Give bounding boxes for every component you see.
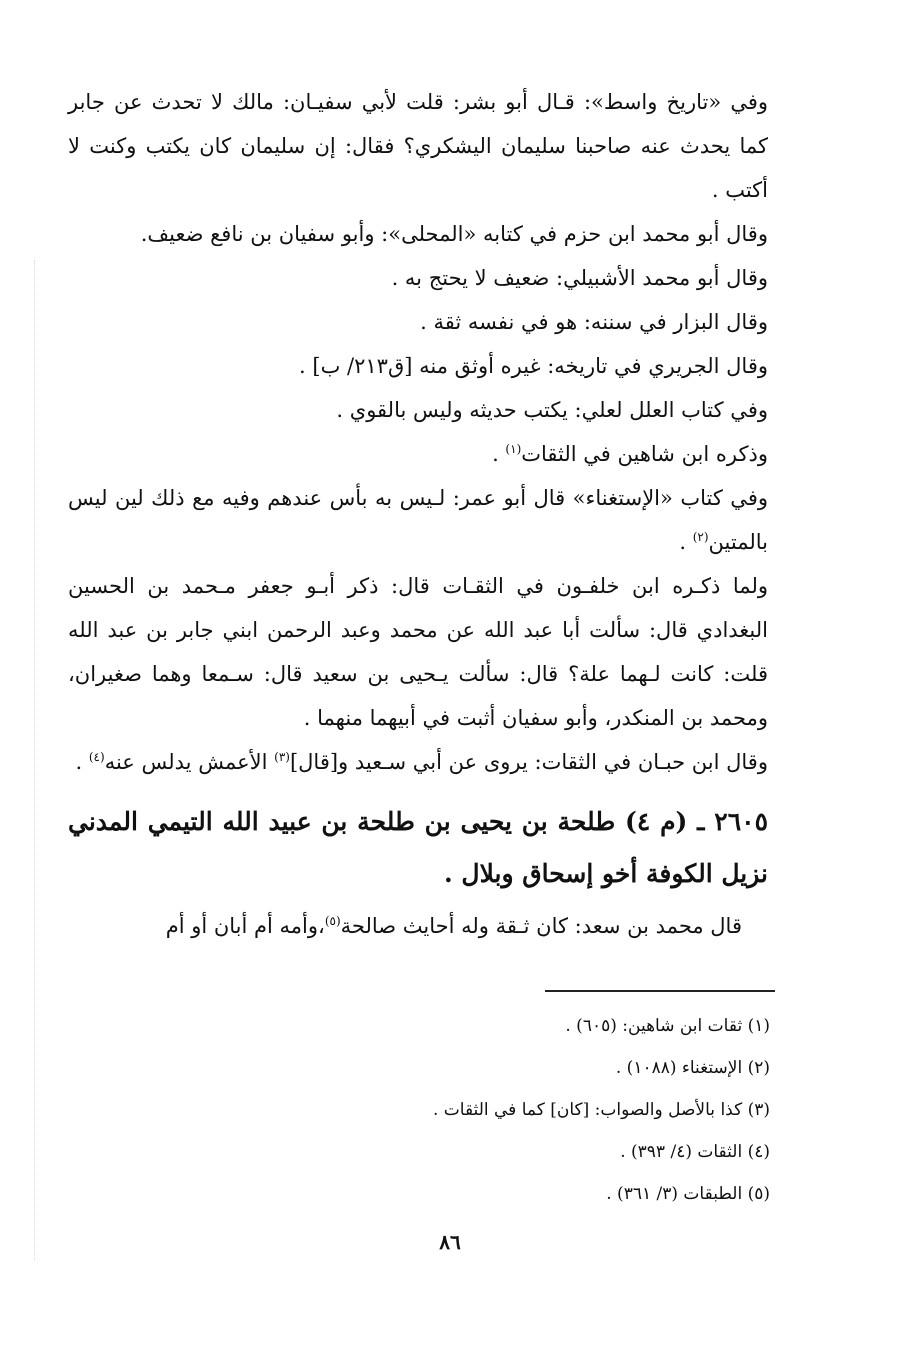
paragraph-text: قال محمد بن سعد: كان ثـقة وله أحايث صالحة — [340, 914, 742, 938]
paragraph-text: وفي كتاب «الإستغناء» قال أبو عمر: لـيس به بأس عندهم وفيه مع ذلك لين ليس بالمتين — [68, 486, 768, 554]
paragraph-jariri: وقال الجريري في تاريخه: غيره أوثق منه [ق٢١٣/ ب] . — [299, 354, 768, 378]
paragraph-text: وذكره ابن شاهين في الثقات — [521, 442, 768, 466]
paragraph-tarikh-wasit: وفي «تاريخ واسط»: قـال أبو بشر: قلت لأبي سفيـان: مالك لا تحدث عن جابر كما يحدث عنه صاحبنا سليمان اليشكري؟ فقال: إن سليمان كان يكتب وكنت لا أكتب . — [68, 90, 768, 202]
footnote-ref: (٣) — [274, 750, 290, 764]
footnote-3: (٣) كذا بالأصل والصواب: [كان] كما في الثقات . — [432, 1100, 770, 1120]
footnote-ref: (٢) — [692, 530, 709, 544]
footnote-4: (٤) الثقات (٤/ ٣٩٣) . — [620, 1142, 770, 1162]
footnote-ref: (٥) — [324, 914, 341, 928]
paragraph-ibn-hazm: وقال أبو محمد ابن حزم في كتابه «المحلى»: وأبو سفيان بن نافع ضعيف. — [140, 222, 768, 246]
footnote-ref: (٤) — [88, 750, 105, 764]
paragraph-ibn-hibban — [68, 740, 768, 784]
footnote-separator — [545, 990, 775, 992]
paragraph-ilal: وفي كتاب العلل لعلي: يكتب حديثه وليس بالقوي . — [336, 398, 768, 422]
entry-heading: ٢٦٠٥ ـ (م ٤) طلحة بن يحيى بن طلحة بن عبيد الله التيمي المدني نزيل الكوفة أخو إسحاق وبلال . — [68, 807, 768, 888]
footnote-2: (٢) الإستغناء (١٠٨٨) . — [615, 1058, 770, 1078]
scan-margin-line — [34, 260, 35, 1260]
paragraph-text: وقال ابن حبـان في الثقات: يروى عن أبي سـعيد و[قال] — [289, 750, 768, 774]
footnote-5: (٥) الطبقات (٣/ ٣٦١) . — [606, 1184, 770, 1204]
paragraph-ibn-khalfun: ولما ذكـره ابن خلفـون في الثقـات قال: ذكر أبـو جعفر مـحمد بن الحسين البغدادي قال: سألت أبا عبد الله عن محمد وعبد الرحمن ابني جابر بن عبد الله قلت: كانت لـهما علة؟ قال: سألت يـحيى بن سعيد قال: سـمعا وهما صغيران، ومحمد بن المنكدر، وأبو سفيان أثبت في أبيهما منهما . — [68, 574, 768, 730]
footnote-1: (١) ثقات ابن شاهين: (٦٠٥) . — [565, 1016, 770, 1036]
paragraph-bazzar: وقال البزار في سننه: هو في نفسه ثقة . — [420, 310, 768, 334]
paragraph-ibn-shahin — [68, 432, 768, 476]
paragraph-ishbili: وقال أبو محمد الأشبيلي: ضعيف لا يحتج به . — [391, 266, 768, 290]
paragraph-istighna — [68, 476, 768, 564]
footnotes — [68, 1005, 778, 1215]
footnote-ref: (١) — [505, 442, 522, 456]
paragraph-tail: . — [492, 442, 506, 466]
paragraph-tail: . — [679, 530, 693, 554]
paragraph-text: ،وأمه أم أبان أو أم — [165, 914, 325, 938]
paragraph-ibn-saad — [68, 904, 768, 948]
main-text — [68, 80, 768, 948]
paragraph-tail: . — [75, 750, 89, 774]
paragraph-text: الأعمش يدلس عنه — [104, 750, 275, 774]
page-number: ٨٦ — [439, 1230, 461, 1254]
